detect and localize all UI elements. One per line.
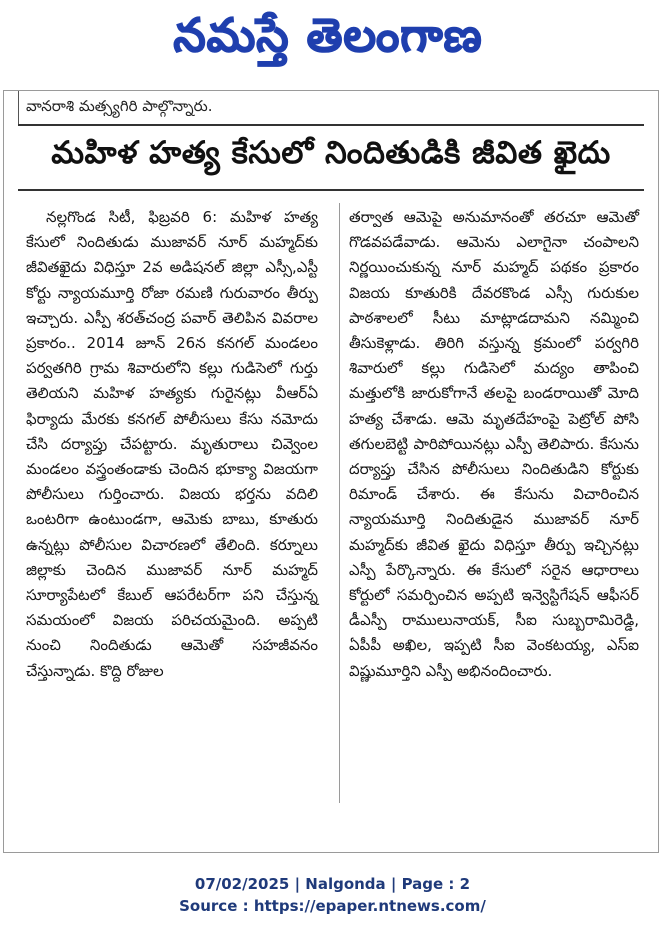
footer-source: Source : https://epaper.ntnews.com/ — [179, 897, 486, 915]
headline-rule — [18, 189, 644, 191]
column-divider — [339, 203, 340, 803]
news-clipping — [3, 90, 659, 853]
article-column-left: నల్లగొండ సిటీ, ఫిబ్రవరి 6: మహిళ హత్య కేసులో నిందితుడు ముజావర్ నూర్ మహ్మద్‌కు జీవితఖైదు విధిస్తూ 2వ అడిషనల్ జిల్లా ఎస్సీ,ఎస్టీ కోర్టు న్యాయమూర్తి రోజా రమణి గురువారం తీర్పు ఇచ్చారు. ఎస్పీ శరత్‌చంద్ర పవార్ తెలిపిన వివరాల ప్రకారం.. 2014 జూన్ 26న కనగల్ మండలం పర్వతగిరి గ్రామ శివారులోని కల్లు గుడిసెలో గుర్తు తెలియని మహిళ హత్యకు గురైనట్లు వీఆర్‌ఏ ఫిర్యాదు మేరకు కనగల్ పోలీసులు కేసు నమోదు చేసి దర్యాప్తు చేపట్టారు. మృతురాలు చివ్వెంల మండలం వస్త్రంతండాకు చెందిన భూక్యా విజయగా పోలీసులు గుర్తించారు. విజయ భర్తను వదిలి ఒంటరిగా ఉంటుండగా, ఆమెకు బాబు, కూతురు ఉన్నట్లు పోలీసుల విచారణలో తేలింది. కర్నూలు జిల్లాకు చెందిన ముజావర్ నూర్ మహ్మద్ సూర్యాపేటలో కేబుల్ ఆపరేటర్‌గా పని చేస్తున్న సమయంలో విజయ పరిచయమైంది. అప్పటి నుంచి నిందితుడు ఆమెతో సహజీవనం చేస్తున్నాడు. కొద్ది రోజుల — [26, 208, 318, 680]
divider-rule — [18, 124, 644, 126]
footer-date-edition: 07/02/2025 | Nalgonda | Page : 2 — [194, 875, 471, 893]
article-column-right: తర్వాత ఆమెపై అనుమానంతో తరచూ ఆమెతో గొడవపడేవాడు. ఆమెను ఎలాగైనా చంపాలని నిర్ణయించుకున్న నూర్ మహ్మద్ పథకం ప్రకారం విజయ కూతురికి దేవరకొండ ఎస్సీ గురుకుల పాఠశాలలో సీటు మాట్లాడదామని నమ్మించి తీసుకెళ్లాడు. తిరిగి వస్తున్న క్రమంలో పర్వగిరి శివారులో కల్లు గుడిసెలో మద్యం తాపించి మత్తులోకి జారుకోగానే తలపై బండరాయితో మోది హత్య చేశాడు. ఆమె మృతదేహంపై పెట్రోల్ పోసి తగులబెట్టి పారిపోయినట్లు ఎస్పీ తెలిపారు. కేసును దర్యాప్తు చేసిన పోలీసులు నిందితుడిని కోర్టుకు రిమాండ్ చేశారు. ఈ కేసును విచారించిన న్యాయమూర్తి నిందితుడైన ముజావర్ నూర్ మహ్మద్‌కు జీవిత ఖైదు విధిస్తూ తీర్పు ఇచ్చినట్లు ఎస్పీ పేర్కొన్నారు. ఈ కేసులో సరైన ఆధారాలు కోర్టులో సమర్పించిన అప్పటి ఇన్వెస్టిగేషన్ ఆఫీసర్ డీఎస్పీ రాములునాయక్, సీఐ సుబ్బరామిరెడ్డి, ఏపీపీ అఖిల, ఇప్పటి సీఐ వెంకటయ్య, ఎస్ఐ విష్ణుమూర్తిని ఎస్పీ అభినందించారు. — [349, 208, 639, 680]
newspaper-masthead: నమస్తే తెలంగాణ — [173, 8, 483, 62]
previous-article-tail: వానరాశి మత్స్యగిరి పాల్గొన్నారు. — [26, 97, 213, 115]
column-rule — [18, 91, 19, 125]
article-headline: మహిళ హత్య కేసులో నిందితుడికి జీవిత ఖైదు — [51, 135, 611, 171]
